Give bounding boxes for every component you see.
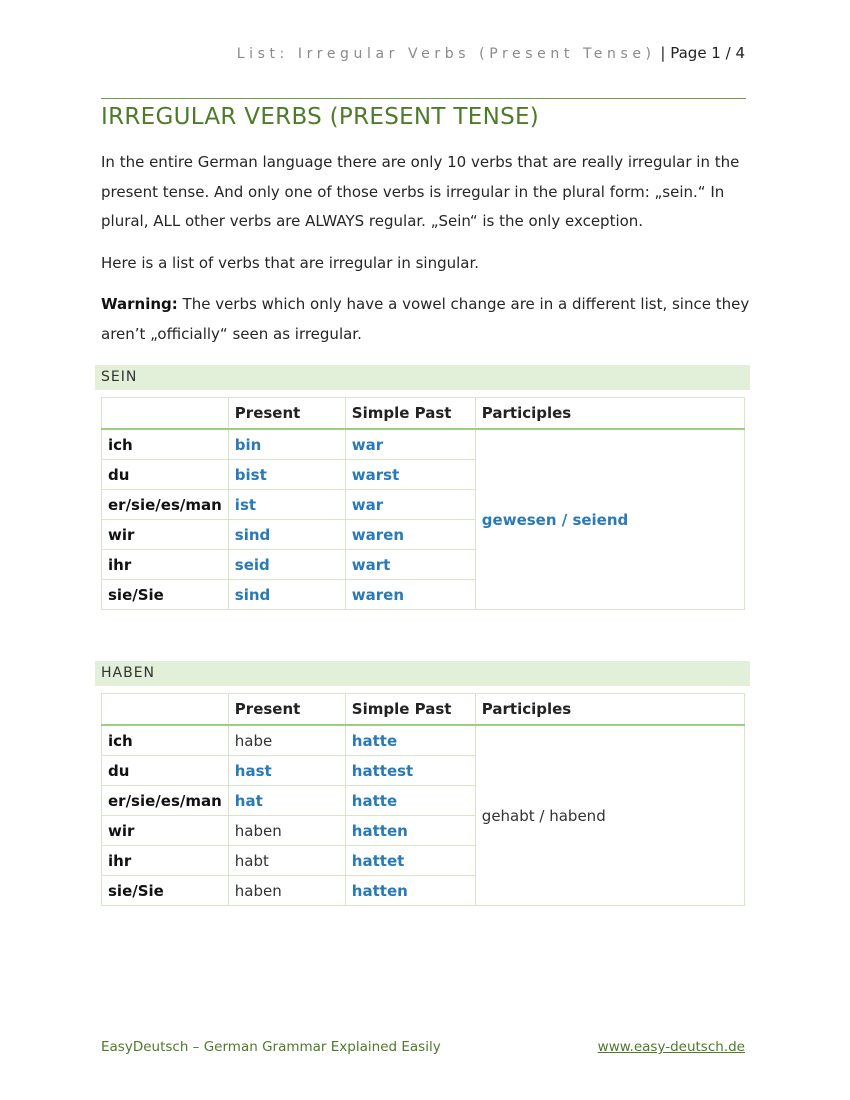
present-cell: bist <box>228 460 345 490</box>
pronoun-cell: ihr <box>102 550 229 580</box>
warning-label: Warning: <box>101 295 178 313</box>
past-cell: hattest <box>345 756 475 786</box>
pronoun-cell: er/sie/es/man <box>102 490 229 520</box>
present-cell: ist <box>228 490 345 520</box>
page-header <box>237 44 745 62</box>
footer-tagline: EasyDeutsch – German Grammar Explained Easily <box>101 1039 441 1055</box>
table-header-row <box>102 398 745 430</box>
past-cell: war <box>345 490 475 520</box>
pronoun-cell: du <box>102 460 229 490</box>
column-header <box>102 398 229 430</box>
section-heading-haben: HABEN <box>95 661 750 686</box>
past-cell: hatte <box>345 725 475 756</box>
pronoun-cell: du <box>102 756 229 786</box>
column-header: Present <box>228 398 345 430</box>
haben-table <box>101 693 745 906</box>
pronoun-cell: er/sie/es/man <box>102 786 229 816</box>
column-header: Participles <box>475 694 744 726</box>
page-title: IRREGULAR VERBS (PRESENT TENSE) <box>101 104 540 130</box>
warning-paragraph <box>101 290 761 349</box>
footer-website-link[interactable]: www.easy-deutsch.de <box>597 1039 745 1055</box>
present-cell: habe <box>228 725 345 756</box>
pronoun-cell: wir <box>102 520 229 550</box>
table-row <box>102 429 745 460</box>
pronoun-cell: ihr <box>102 846 229 876</box>
present-cell: seid <box>228 550 345 580</box>
header-divider <box>101 98 746 99</box>
present-cell: habt <box>228 846 345 876</box>
past-cell: waren <box>345 520 475 550</box>
present-cell: haben <box>228 816 345 846</box>
column-header: Simple Past <box>345 694 475 726</box>
table-header-row <box>102 694 745 726</box>
column-header <box>102 694 229 726</box>
intro-paragraph-1: In the entire German language there are only 10 verbs that are really irregular in the present tense. And only one of those verbs is irregular in the plural form: „sein.“ In plural, ALL other verbs are ALWAYS regular. „Sein“ is the only exception. <box>101 153 740 230</box>
column-header: Simple Past <box>345 398 475 430</box>
pronoun-cell: sie/Sie <box>102 580 229 610</box>
pronoun-cell: sie/Sie <box>102 876 229 906</box>
present-cell: hat <box>228 786 345 816</box>
sein-table <box>101 397 745 610</box>
pronoun-cell: ich <box>102 429 229 460</box>
past-cell: wart <box>345 550 475 580</box>
participles-cell: gewesen / seiend <box>475 429 744 610</box>
page-number: | Page 1 / 4 <box>660 44 745 62</box>
past-cell: hatten <box>345 876 475 906</box>
past-cell: war <box>345 429 475 460</box>
intro-text <box>101 148 761 361</box>
present-cell: haben <box>228 876 345 906</box>
participles-cell: gehabt / habend <box>475 725 744 906</box>
column-header: Participles <box>475 398 744 430</box>
past-cell: hatten <box>345 816 475 846</box>
column-header: Present <box>228 694 345 726</box>
section-heading-sein: SEIN <box>95 365 750 390</box>
document-title: List: Irregular Verbs (Present Tense) <box>236 46 656 62</box>
intro-paragraph-2: Here is a list of verbs that are irregular in singular. <box>101 253 480 272</box>
past-cell: hattet <box>345 846 475 876</box>
past-cell: warst <box>345 460 475 490</box>
present-cell: bin <box>228 429 345 460</box>
pronoun-cell: ich <box>102 725 229 756</box>
present-cell: hast <box>228 756 345 786</box>
present-cell: sind <box>228 520 345 550</box>
past-cell: hatte <box>345 786 475 816</box>
past-cell: waren <box>345 580 475 610</box>
present-cell: sind <box>228 580 345 610</box>
warning-text: The verbs which only have a vowel change are in a different list, since they aren’t „officially“ seen as irregular. <box>101 295 750 343</box>
pronoun-cell: wir <box>102 816 229 846</box>
table-row <box>102 725 745 756</box>
